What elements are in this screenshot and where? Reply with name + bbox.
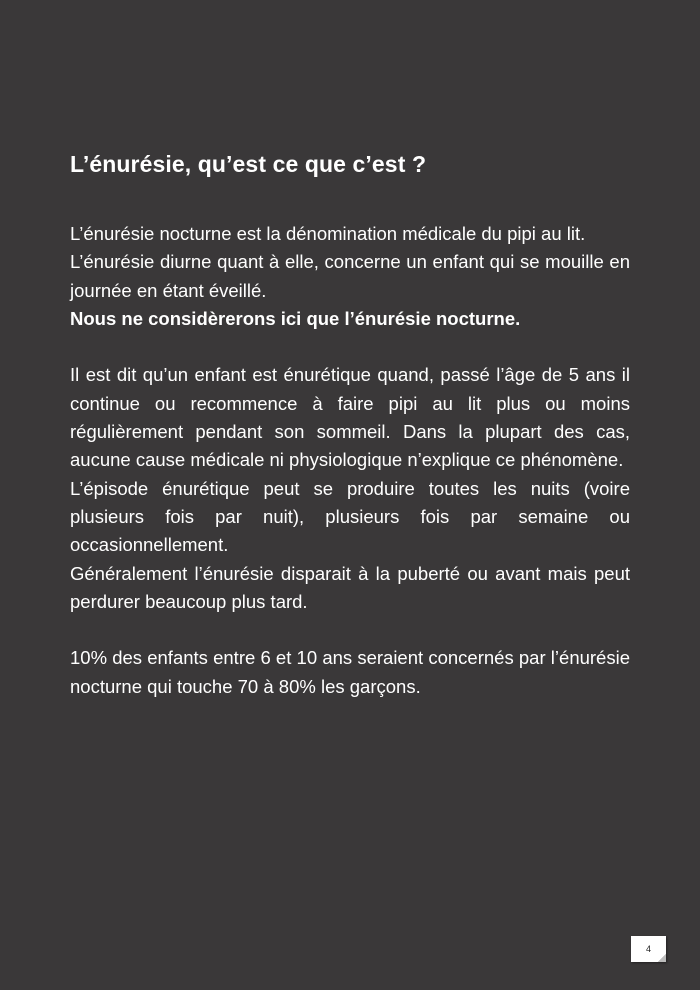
paragraph-spacer — [70, 333, 630, 361]
paragraph-resolution: Généralement l’énurésie disparait à la puberté ou avant mais peut perdurer beaucoup plus tard. — [70, 562, 630, 612]
paragraph-definition-diurnal: L’énurésie diurne quant à elle, concerne un enfant qui se mouille en journée en étant éveillé. — [70, 251, 630, 301]
page-content — [70, 144, 630, 701]
paragraph-statistics: 10% des enfants entre 6 et 10 ans seraient concernés par l’énurésie nocturne qui touche 70 à 80% les garçons. — [70, 647, 630, 697]
paragraph-definition-nocturnal: L’énurésie nocturne est la dénomination médicale du pipi au lit. — [70, 223, 586, 244]
paragraph-enuretic-child: Il est dit qu’un enfant est énurétique quand, passé l’âge de 5 ans il continue ou recommence à faire pipi au lit plus ou moins régulièrement pendant son sommeil. Dans la plupart des cas, aucune cause médicale ni physiologique n’explique ce phénomène. — [70, 364, 630, 471]
paragraph-episode-frequency: L’épisode énurétique peut se produire toutes les nuits (voire plusieurs fois par nuit), plusieurs fois par semaine ou occasionnellement. — [70, 477, 630, 556]
paragraph-spacer — [70, 616, 630, 644]
page-title: L’énurésie, qu’est ce que c’est ? — [70, 151, 427, 177]
paragraph-scope-note: Nous ne considèrerons ici que l’énurésie nocturne. — [70, 307, 521, 329]
page-curl-icon — [658, 954, 666, 962]
page-number — [631, 936, 666, 962]
page-number-label: 4 — [645, 944, 651, 954]
